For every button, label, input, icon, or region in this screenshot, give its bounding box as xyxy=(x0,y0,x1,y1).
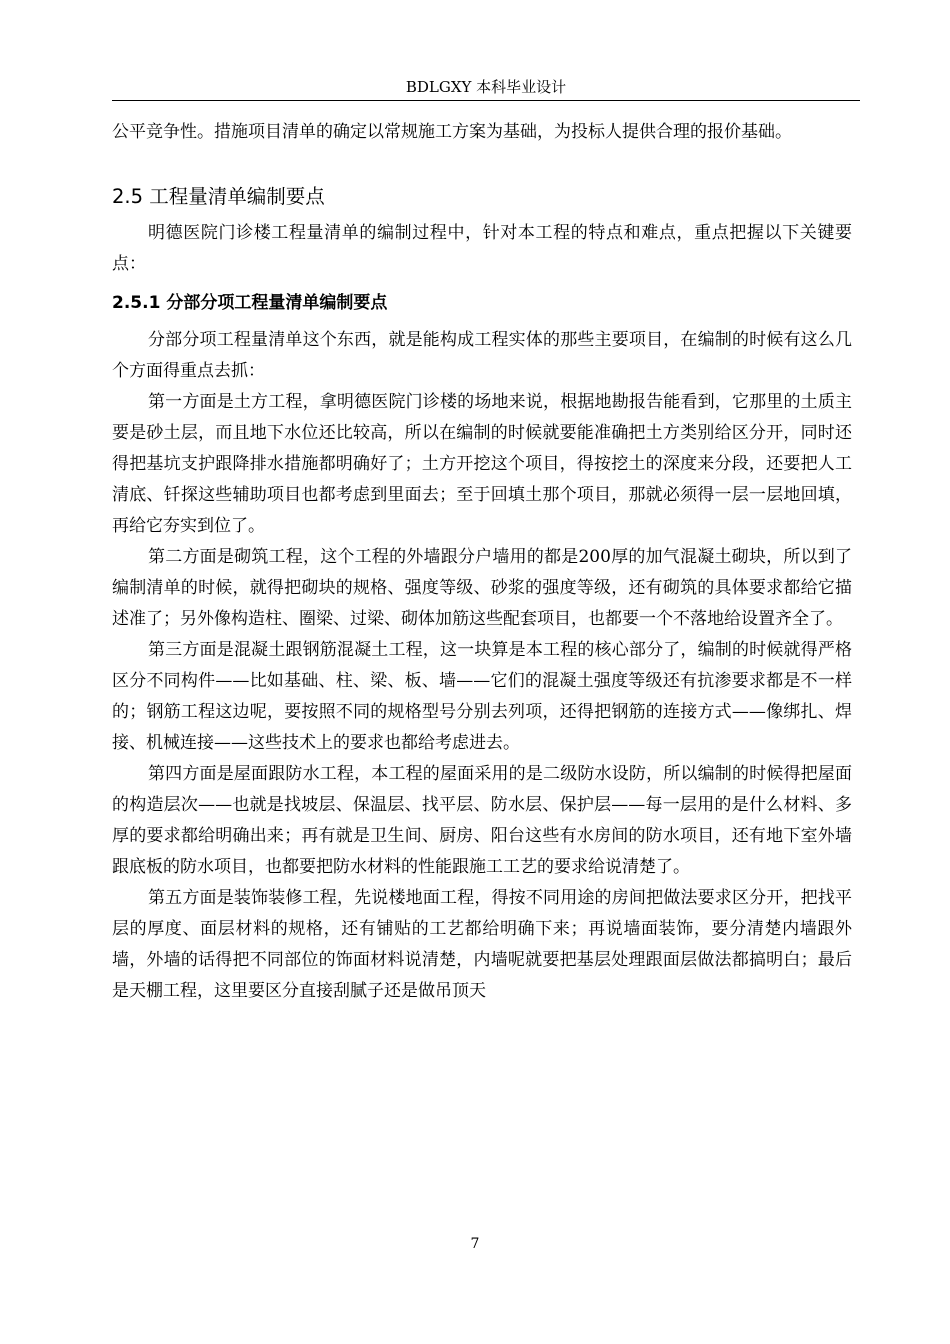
body-paragraph-overview: 分部分项工程量清单这个东西，就是能构成工程实体的那些主要项目，在编制的时候有这么几个方面得重点去抓： xyxy=(112,330,852,381)
body-paragraph-earthwork: 第一方面是土方工程，拿明德医院门诊楼的场地来说，根据地勘报告能看到，它那里的土质主要是砂土层，而且地下水位还比较高，所以在编制的时候就要能准确把土方类别给区分开，同时还得把基坑支护跟降排水措施都明确好了；土方开挖这个项目，得按挖土的深度来分段，还要把人工清底、钎探这些辅助项目也都考虑到里面去；至于回填土那个项目，那就必须得一层一层地回填，再给它夯实到位了。 xyxy=(112,392,852,536)
body-paragraph-masonry: 第二方面是砌筑工程，这个工程的外墙跟分户墙用的都是200厚的加气混凝土砌块，所以到了编制清单的时候，就得把砌块的规格、强度等级、砂浆的强度等级，还有砌筑的具体要求都给它描述准了；另外像构造柱、圈梁、过梁、砌体加筋这些配套项目，也都要一个不落地给设置齐全了。 xyxy=(112,547,852,629)
intro-paragraph: 公平竞争性。措施项目清单的确定以常规施工方案为基础，为投标人提供合理的报价基础。 xyxy=(112,122,792,142)
section-heading-2-5: 2.5 工程量清单编制要点 xyxy=(112,185,325,208)
section-heading-2-5-1: 2.5.1 分部分项工程量清单编制要点 xyxy=(112,293,388,313)
section-2-5-paragraph: 明德医院门诊楼工程量清单的编制过程中，针对本工程的特点和难点，重点把握以下关键要点： xyxy=(112,223,852,274)
header-divider xyxy=(112,100,860,101)
page-content xyxy=(112,117,852,1007)
body-paragraph-concrete: 第三方面是混凝土跟钢筋混凝土工程，这一块算是本工程的核心部分了，编制的时候就得严格区分不同构件——比如基础、柱、梁、板、墙——它们的混凝土强度等级还有抗渗要求都是不一样的；钢筋工程这边呢，要按照不同的规格型号分别去列项，还得把钢筋的连接方式——像绑扎、焊接、机械连接——这些技术上的要求也都给考虑进去。 xyxy=(112,640,852,753)
page-header: BDLGXY 本科毕业设计 xyxy=(405,78,567,96)
body-paragraph-decoration: 第五方面是装饰装修工程，先说楼地面工程，得按不同用途的房间把做法要求区分开，把找平层的厚度、面层材料的规格，还有铺贴的工艺都给明确下来；再说墙面装饰，要分清楚内墙跟外墙，外墙的话得把不同部位的饰面材料说清楚，内墙呢就要把基层处理跟面层做法都搞明白；最后是天棚工程，这里要区分直接刮腻子还是做吊顶天 xyxy=(112,888,852,1001)
page-number: 7 xyxy=(470,1236,480,1252)
body-paragraph-roofing: 第四方面是屋面跟防水工程，本工程的屋面采用的是二级防水设防，所以编制的时候得把屋面的构造层次——也就是找坡层、保温层、找平层、防水层、保护层——每一层用的是什么材料、多厚的要求都给明确出来；再有就是卫生间、厨房、阳台这些有水房间的防水项目，还有地下室外墙跟底板的防水项目，也都要把防水材料的性能跟施工工艺的要求给说清楚了。 xyxy=(112,764,852,877)
